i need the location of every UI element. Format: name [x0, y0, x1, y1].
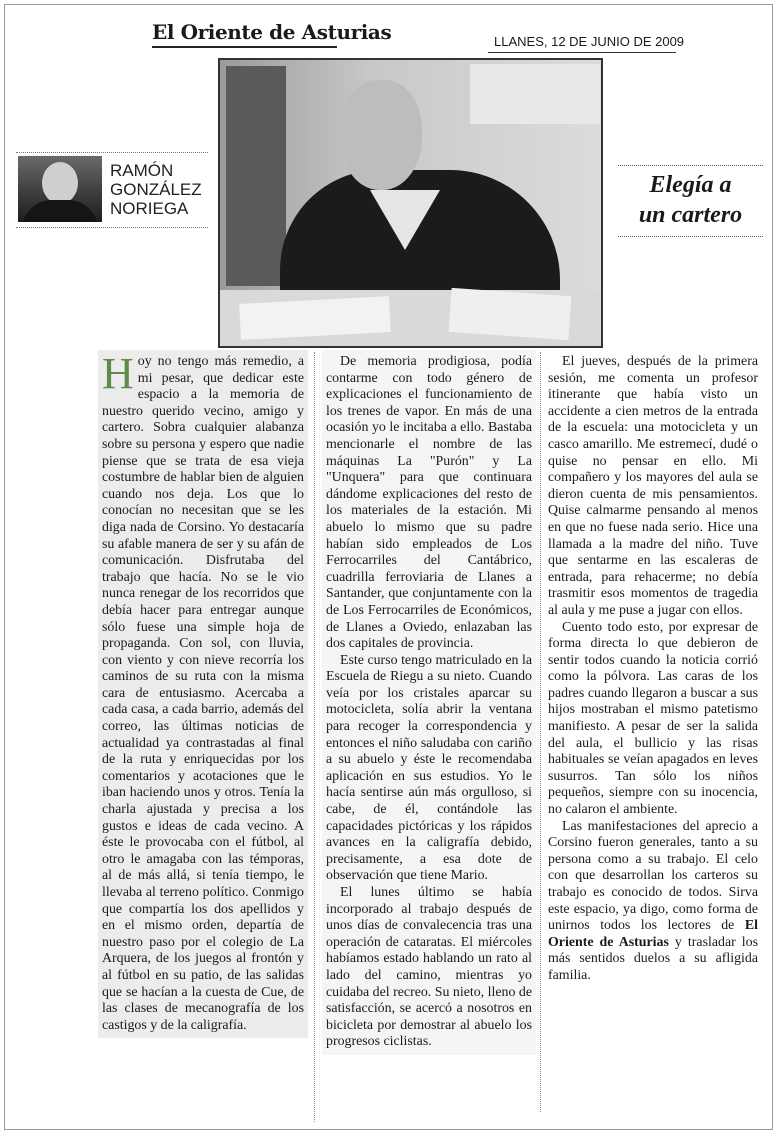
- author-photo: [18, 156, 102, 222]
- article-paragraph: De memoria prodigiosa, podía contarme con todo género de explicaciones el funcionamiento de los trenes de vapor. En más de una ocasión yo le incitaba a ello. Bastaba mencionarle el nombre de las máquinas La "Purón" y La "Unquera" para que continuara dándome explicaciones del resto de los materiales de la estación. Mi abuelo lo mismo que su padre habían sido empleados de Los Ferrocarriles del Cantábrico, cuadrilla ferroviaria de Llanes a Santander, que conjuntamente con la de Los Ferrocarriles de Económicos, de Llanes a Oviedo, enlazaban las dos capitales de provincia.: [326, 354, 532, 652]
- headline-line: Elegía a: [649, 172, 732, 198]
- article-paragraph: Hoy no tengo más remedio, a mi pesar, que dedicar este espacio a la memoria de nuestro querido vecino, amigo y cartero. Sobra cualquier alabanza sobre su persona y espero que nadie piense que se trata de esa vieja costumbre de hablar bien de alguien cuando nos deja. Los que lo conocían no necesitan que se les diga nada de Corsino. Yo destacaría su afable manera de ser y su afán de comunicación. Disfrutaba del trabajo que hacía. No se le vio nunca renegar de los recorridos que debía hacer para entregar aunque sólo fuese una simple hoja de propaganda. Con sol, con lluvia, con viento y con nieve recorría los caminos de su ruta con la misma cara de entusiasmo. Acercaba a cada casa, a cada barrio, además del correo, las últimas noticias de actualidad ya contrastadas al final de la ruta y enriquecidas por los comentarios y acotaciones que le iban haciendo unos y otros. Tenía la charla ajustada y precisa a los gustos e ideas de cada vecino. A éste le provocaba con el fútbol, al otro le amagaba con las témporas, al de más allá, si tenía tiempo, le llevaba al terreno político. Conmigo que compartía los dos apellidos y en el mismo orden, departía de nuestro paso por el colegio de La Arquera, de los juegos al frontón y al fútbol en su patio, de las salidas que se hacían a la cuesta de Cue, de las clases de mecanografía de los castigos y de la caligrafía.: [102, 349, 304, 1033]
- author-name-line: NORIEGA: [110, 199, 189, 218]
- headline-box: [618, 165, 763, 237]
- article-paragraph: Este curso tengo matriculado en la Escuela de Riegu a su nieto. Cuando veía por los cristales aparcar su motocicleta, solía abrir la ventana para recoger la correspondencia y entonces el niño saludaba con cariño a su abuelo y éste le recomendaba aplicación en sus estudios. Yo le hacía sentirse aún más orgulloso, si cabe, de él, contándole las capacidades pictóricas y los rápidos avances en la caligrafía debido, precisamente, a esa dote de observación que tiene Mario.: [326, 652, 532, 884]
- dateline: LLANES, 12 DE JUNIO DE 2009: [494, 34, 685, 49]
- author-byline: [16, 152, 208, 228]
- author-name-line: RAMÓN: [110, 161, 174, 180]
- drop-cap: H: [102, 349, 134, 398]
- headline-line: un cartero: [638, 202, 743, 228]
- article-paragraph: Cuento todo esto, por expresar de forma directa lo que debieron de sentir todos cuando la noticia corrió como la pólvora. Las caras de los padres cuando llegaron a buscar a sus hijos mostraban el mismo patetismo manifiesto. A pesar de ser la salida del aula, el bullicio y las risas habituales se veían apagados en leves susurros. Tan sólo los niños pequeños, siempre con su inocencia, no calaron el ambiente.: [548, 619, 758, 818]
- article-paragraph: El lunes último se había incorporado al trabajo después de unos días de convalecencia tras una operación de cataratas. El miércoles habíamos estado hablando un rato al lado del camino, mientras yo cuidaba del recreo. Su nieto, lleno de satisfacción, se acercó a nosotros en bicicleta por demostrar al abuelo los progresos ciclistas.: [326, 885, 532, 1050]
- author-name-line: GONZÁLEZ: [110, 180, 202, 199]
- column-separator: [314, 352, 315, 1122]
- dateline-rule: [488, 52, 676, 53]
- author-name: [110, 161, 210, 218]
- column-separator: [540, 352, 541, 1112]
- masthead-rule: [152, 46, 337, 48]
- newspaper-name-inline: El Oriente de Asturias: [548, 918, 758, 950]
- article-paragraph: Las manifestaciones del aprecio a Corsino fueron generales, tanto a su persona como a su trabajo. El celo con que desarrollan los carteros su trabajo es conocido de todos. Sirva este espacio, ya digo, como forma de unirnos todos los lectores de El Oriente de Asturias y trasladar los más sentidos duelos a su afligida familia.: [548, 818, 758, 983]
- article-column-2: [322, 350, 536, 1055]
- article-paragraph: El jueves, después de la primera sesión, me comenta un profesor itinerante que había visto un accidente a cien metros de la entrada de la escuela: una motocicleta y un casco amarillo. Me estremecí, dudé o quise no pensar en ello. Mi compañero y los mayores del aula se dieron cuenta de mis pensamientos. Quise calmarme pensando al menos en que no fuese nada serio. Hice una llamada a la madre del niño. Tuve que sentarme en las escaleras de entrada, para rehacerme; no debía trasmitir esos momentos de tragedia al aula y me puse a jugar con ellos.: [548, 354, 758, 618]
- article-column-1: [98, 350, 308, 1038]
- article-photo: [218, 58, 603, 348]
- newspaper-masthead: El Oriente de Asturias: [152, 20, 392, 44]
- article-headline: [618, 170, 763, 230]
- article-column-3: [546, 350, 760, 989]
